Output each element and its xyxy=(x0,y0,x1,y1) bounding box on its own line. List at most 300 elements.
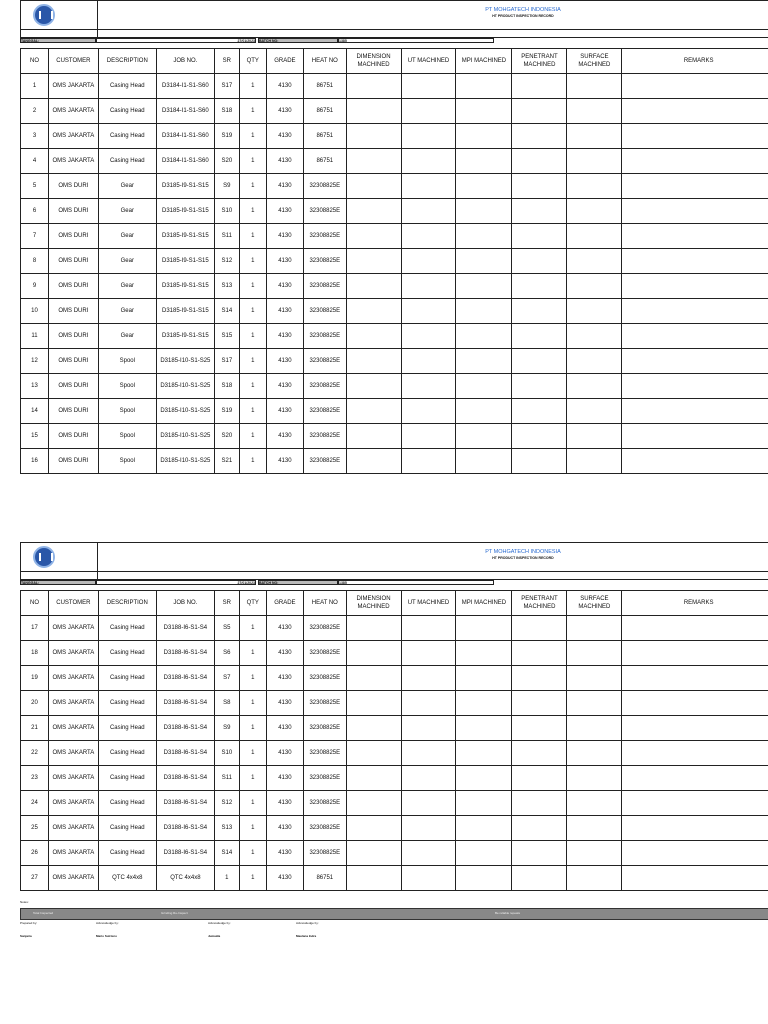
column-header: MPI MACHINED xyxy=(456,49,512,74)
inspection-table-1 xyxy=(20,48,768,474)
table-row xyxy=(21,399,768,424)
cell-sr: S8 xyxy=(214,691,239,716)
column-header: DESCRIPTION xyxy=(98,49,156,74)
cell-sr: S14 xyxy=(214,841,239,866)
cell-sr: S11 xyxy=(214,766,239,791)
table-row xyxy=(21,374,768,399)
cell-heat: 32308825E xyxy=(304,199,347,224)
cell-empty xyxy=(622,174,768,199)
cell-job: D3188-I6-S1-S4 xyxy=(156,691,214,716)
cell-empty xyxy=(401,841,456,866)
cell-job: QTC 4x4x8 xyxy=(156,866,214,891)
table-row xyxy=(21,199,768,224)
cell-empty xyxy=(456,766,512,791)
tanggal-label: TANGGAL: xyxy=(20,38,96,43)
cell-empty xyxy=(567,791,622,816)
cell-empty xyxy=(567,841,622,866)
cell-customer: OMS JAKARTA xyxy=(49,716,99,741)
cell-qty: 1 xyxy=(239,199,266,224)
cell-no: 2 xyxy=(21,99,49,124)
cell-grade: 4130 xyxy=(266,349,303,374)
cell-heat: 32308825E xyxy=(304,324,347,349)
table-row xyxy=(21,816,768,841)
cell-empty xyxy=(456,816,512,841)
cell-heat: 86751 xyxy=(304,74,347,99)
table-row xyxy=(21,716,768,741)
cell-heat: 32308825E xyxy=(304,766,347,791)
inspection-sheet-2 xyxy=(20,542,768,891)
cell-heat: 32308825E xyxy=(304,449,347,474)
column-header: UT MACHINED xyxy=(401,591,456,616)
cell-empty xyxy=(567,449,622,474)
cell-description: Casing Head xyxy=(98,691,156,716)
cell-description: Casing Head xyxy=(98,766,156,791)
cell-grade: 4130 xyxy=(266,666,303,691)
summary-left: Total Inspected xyxy=(33,911,54,915)
cell-sr: S13 xyxy=(214,274,239,299)
cell-grade: 4130 xyxy=(266,691,303,716)
cell-description: Casing Head xyxy=(98,716,156,741)
cell-customer: OMS JAKARTA xyxy=(49,99,99,124)
column-header: PENETRANT MACHINED xyxy=(512,591,567,616)
cell-qty: 1 xyxy=(239,374,266,399)
cell-customer: OMS JAKARTA xyxy=(49,666,99,691)
cell-grade: 4130 xyxy=(266,99,303,124)
cell-empty xyxy=(622,99,768,124)
cell-empty xyxy=(567,616,622,641)
column-header: NO xyxy=(21,49,49,74)
inspection-table-2 xyxy=(20,590,768,891)
column-header: HEAT NO xyxy=(304,49,347,74)
table-row xyxy=(21,424,768,449)
cell-grade: 4130 xyxy=(266,249,303,274)
cell-heat: 32308825E xyxy=(304,399,347,424)
signer-4: Maulana Indra xyxy=(296,934,317,938)
cell-qty: 1 xyxy=(239,99,266,124)
cell-empty xyxy=(512,616,567,641)
cell-no: 8 xyxy=(21,249,49,274)
cell-heat: 86751 xyxy=(304,99,347,124)
cell-qty: 1 xyxy=(239,399,266,424)
cell-customer: OMS JAKARTA xyxy=(49,641,99,666)
cell-empty xyxy=(401,224,456,249)
signature-names xyxy=(20,934,768,944)
cell-empty xyxy=(622,841,768,866)
cell-empty xyxy=(346,666,401,691)
cell-description: Gear xyxy=(98,224,156,249)
cell-no: 27 xyxy=(21,866,49,891)
cell-heat: 86751 xyxy=(304,866,347,891)
cell-customer: OMS JAKARTA xyxy=(49,149,99,174)
cell-customer: OMS JAKARTA xyxy=(49,124,99,149)
cell-empty xyxy=(456,399,512,424)
cell-job: D3185-I9-S1-S15 xyxy=(156,199,214,224)
cell-heat: 86751 xyxy=(304,149,347,174)
cell-empty xyxy=(622,641,768,666)
cell-empty xyxy=(567,199,622,224)
cell-sr: S19 xyxy=(214,399,239,424)
cell-sr: S12 xyxy=(214,249,239,274)
cell-empty xyxy=(567,691,622,716)
cell-empty xyxy=(622,449,768,474)
cell-empty xyxy=(567,249,622,274)
cell-qty: 1 xyxy=(239,424,266,449)
cell-qty: 1 xyxy=(239,816,266,841)
cell-grade: 4130 xyxy=(266,766,303,791)
cell-description: Casing Head xyxy=(98,124,156,149)
cell-empty xyxy=(512,641,567,666)
cell-qty: 1 xyxy=(239,741,266,766)
cell-empty xyxy=(456,616,512,641)
cell-empty xyxy=(456,666,512,691)
cell-empty xyxy=(346,449,401,474)
cell-empty xyxy=(346,74,401,99)
cell-empty xyxy=(512,324,567,349)
cell-empty xyxy=(456,199,512,224)
cell-empty xyxy=(567,816,622,841)
cell-empty xyxy=(622,324,768,349)
cell-sr: S17 xyxy=(214,349,239,374)
cell-customer: OMS DURI xyxy=(49,374,99,399)
header-subrow xyxy=(20,30,768,38)
column-header: DESCRIPTION xyxy=(98,591,156,616)
cell-heat: 32308825E xyxy=(304,641,347,666)
cell-empty xyxy=(512,424,567,449)
header-row xyxy=(21,49,768,74)
tanggal-value: 27/01/2023 xyxy=(96,580,256,585)
table-row xyxy=(21,766,768,791)
cell-job: D3185-I10-S1-S25 xyxy=(156,349,214,374)
cell-grade: 4130 xyxy=(266,816,303,841)
cell-description: Gear xyxy=(98,199,156,224)
cell-heat: 32308825E xyxy=(304,666,347,691)
cell-grade: 4130 xyxy=(266,199,303,224)
cell-empty xyxy=(567,866,622,891)
cell-heat: 32308825E xyxy=(304,791,347,816)
summary-bar xyxy=(20,908,768,920)
cell-empty xyxy=(567,399,622,424)
cell-qty: 1 xyxy=(239,691,266,716)
cell-empty xyxy=(401,424,456,449)
cell-empty xyxy=(401,616,456,641)
cell-heat: 32308825E xyxy=(304,424,347,449)
signer-2: Mario Sutrisno xyxy=(96,934,118,938)
cell-customer: OMS JAKARTA xyxy=(49,616,99,641)
ack1-label: Acknowledge by: xyxy=(96,921,119,925)
cell-empty xyxy=(512,449,567,474)
cell-heat: 32308825E xyxy=(304,299,347,324)
cell-empty xyxy=(567,324,622,349)
sheet-header xyxy=(20,542,768,572)
cell-grade: 4130 xyxy=(266,174,303,199)
cell-no: 15 xyxy=(21,424,49,449)
cell-sr: S20 xyxy=(214,149,239,174)
cell-empty xyxy=(346,766,401,791)
cell-empty xyxy=(567,374,622,399)
cell-empty xyxy=(567,716,622,741)
column-header: REMARKS xyxy=(622,591,768,616)
cell-empty xyxy=(512,716,567,741)
cell-no: 25 xyxy=(21,816,49,841)
cell-empty xyxy=(622,299,768,324)
cell-description: Casing Head xyxy=(98,816,156,841)
cell-grade: 4130 xyxy=(266,399,303,424)
cell-empty xyxy=(567,149,622,174)
cell-empty xyxy=(512,666,567,691)
cell-empty xyxy=(567,299,622,324)
cell-empty xyxy=(456,716,512,741)
cell-sr: S11 xyxy=(214,224,239,249)
cell-heat: 32308825E xyxy=(304,274,347,299)
cell-empty xyxy=(401,641,456,666)
cell-heat: 32308825E xyxy=(304,224,347,249)
cell-empty xyxy=(622,866,768,891)
cell-no: 5 xyxy=(21,174,49,199)
summary-right: Be reliable repeats xyxy=(495,911,521,915)
cell-description: Casing Head xyxy=(98,149,156,174)
cell-empty xyxy=(512,199,567,224)
company-name: PT MOHGATECH INDONESIA xyxy=(485,549,561,555)
notes-label: Notes: xyxy=(20,900,29,904)
cell-grade: 4130 xyxy=(266,124,303,149)
column-header: SURFACE MACHINED xyxy=(567,49,622,74)
table-row xyxy=(21,324,768,349)
cell-empty xyxy=(401,199,456,224)
column-header: UT MACHINED xyxy=(401,49,456,74)
cell-no: 14 xyxy=(21,399,49,424)
cell-description: Gear xyxy=(98,274,156,299)
cell-heat: 32308825E xyxy=(304,716,347,741)
cell-empty xyxy=(456,299,512,324)
cell-empty xyxy=(512,841,567,866)
cell-empty xyxy=(622,816,768,841)
table-row xyxy=(21,741,768,766)
cell-empty xyxy=(622,399,768,424)
batch-value: 1385 xyxy=(338,38,494,43)
cell-grade: 4130 xyxy=(266,299,303,324)
cell-empty xyxy=(622,766,768,791)
cell-job: D3184-I1-S1-S60 xyxy=(156,74,214,99)
cell-description: Casing Head xyxy=(98,99,156,124)
table-row xyxy=(21,841,768,866)
cell-no: 11 xyxy=(21,324,49,349)
cell-description: QTC 4x4x8 xyxy=(98,866,156,891)
cell-description: Gear xyxy=(98,249,156,274)
cell-no: 24 xyxy=(21,791,49,816)
cell-grade: 4130 xyxy=(266,641,303,666)
cell-empty xyxy=(401,249,456,274)
cell-empty xyxy=(401,174,456,199)
cell-job: D3188-I6-S1-S4 xyxy=(156,666,214,691)
table-row xyxy=(21,274,768,299)
cell-sr: S17 xyxy=(214,74,239,99)
cell-empty xyxy=(456,149,512,174)
cell-customer: OMS JAKARTA xyxy=(49,691,99,716)
column-header: DIMENSION MACHINED xyxy=(346,49,401,74)
cell-empty xyxy=(346,99,401,124)
summary-mid: Grinding Re-Inspect xyxy=(161,911,188,915)
cell-empty xyxy=(567,424,622,449)
cell-empty xyxy=(622,124,768,149)
cell-grade: 4130 xyxy=(266,449,303,474)
cell-empty xyxy=(512,99,567,124)
cell-qty: 1 xyxy=(239,124,266,149)
cell-empty xyxy=(567,99,622,124)
cell-description: Spool xyxy=(98,449,156,474)
cell-empty xyxy=(622,424,768,449)
table-row xyxy=(21,224,768,249)
cell-empty xyxy=(622,741,768,766)
cell-customer: OMS JAKARTA xyxy=(49,766,99,791)
cell-empty xyxy=(567,741,622,766)
cell-empty xyxy=(567,766,622,791)
cell-empty xyxy=(512,124,567,149)
cell-description: Casing Head xyxy=(98,741,156,766)
cell-empty xyxy=(456,274,512,299)
table-body xyxy=(21,74,768,474)
cell-empty xyxy=(346,274,401,299)
cell-empty xyxy=(567,124,622,149)
cell-heat: 32308825E xyxy=(304,741,347,766)
prepared-label: Prepared by: xyxy=(20,921,38,925)
cell-empty xyxy=(401,299,456,324)
cell-empty xyxy=(622,249,768,274)
cell-grade: 4130 xyxy=(266,616,303,641)
cell-no: 12 xyxy=(21,349,49,374)
cell-job: D3185-I10-S1-S25 xyxy=(156,374,214,399)
cell-empty xyxy=(622,74,768,99)
cell-empty xyxy=(346,641,401,666)
cell-customer: OMS DURI xyxy=(49,299,99,324)
cell-empty xyxy=(456,841,512,866)
cell-empty xyxy=(567,274,622,299)
cell-customer: OMS DURI xyxy=(49,349,99,374)
cell-qty: 1 xyxy=(239,174,266,199)
table-row xyxy=(21,791,768,816)
cell-empty xyxy=(401,866,456,891)
table-row xyxy=(21,149,768,174)
cell-no: 7 xyxy=(21,224,49,249)
column-header: QTY xyxy=(239,591,266,616)
cell-customer: OMS DURI xyxy=(49,424,99,449)
cell-customer: OMS DURI xyxy=(49,224,99,249)
table-row xyxy=(21,349,768,374)
cell-job: D3185-I10-S1-S25 xyxy=(156,399,214,424)
cell-customer: OMS DURI xyxy=(49,324,99,349)
cell-customer: OMS DURI xyxy=(49,199,99,224)
cell-heat: 32308825E xyxy=(304,174,347,199)
signature-labels xyxy=(20,920,768,934)
cell-empty xyxy=(512,149,567,174)
cell-customer: OMS DURI xyxy=(49,399,99,424)
cell-job: D3184-I1-S1-S60 xyxy=(156,149,214,174)
cell-customer: OMS JAKARTA xyxy=(49,866,99,891)
cell-no: 1 xyxy=(21,74,49,99)
cell-grade: 4130 xyxy=(266,224,303,249)
cell-heat: 86751 xyxy=(304,124,347,149)
cell-empty xyxy=(622,666,768,691)
sheet-footer xyxy=(20,900,768,944)
cell-qty: 1 xyxy=(239,666,266,691)
cell-customer: OMS JAKARTA xyxy=(49,816,99,841)
cell-empty xyxy=(512,224,567,249)
cell-qty: 1 xyxy=(239,249,266,274)
cell-qty: 1 xyxy=(239,74,266,99)
cell-empty xyxy=(401,349,456,374)
cell-empty xyxy=(622,149,768,174)
tanggal-value: 27/01/2023 xyxy=(96,38,256,43)
column-header: CUSTOMER xyxy=(49,591,99,616)
cell-grade: 4130 xyxy=(266,74,303,99)
cell-empty xyxy=(401,124,456,149)
cell-empty xyxy=(456,741,512,766)
cell-sr: S9 xyxy=(214,174,239,199)
cell-empty xyxy=(401,324,456,349)
cell-job: D3188-I6-S1-S4 xyxy=(156,741,214,766)
table-row xyxy=(21,74,768,99)
table-row xyxy=(21,124,768,149)
cell-empty xyxy=(567,74,622,99)
cell-empty xyxy=(346,299,401,324)
cell-empty xyxy=(622,374,768,399)
cell-empty xyxy=(622,616,768,641)
document-title: HT PRODUCT INSPECTION RECORD xyxy=(492,556,554,560)
column-header: JOB NO. xyxy=(156,591,214,616)
signer-3: Jumaida xyxy=(208,934,221,938)
cell-description: Gear xyxy=(98,174,156,199)
cell-sr: S20 xyxy=(214,424,239,449)
cell-grade: 4130 xyxy=(266,374,303,399)
table-row xyxy=(21,174,768,199)
cell-qty: 1 xyxy=(239,299,266,324)
cell-grade: 4130 xyxy=(266,866,303,891)
cell-empty xyxy=(512,741,567,766)
cell-no: 9 xyxy=(21,274,49,299)
cell-qty: 1 xyxy=(239,791,266,816)
cell-sr: S19 xyxy=(214,124,239,149)
cell-description: Gear xyxy=(98,324,156,349)
cell-qty: 1 xyxy=(239,641,266,666)
cell-no: 23 xyxy=(21,766,49,791)
cell-no: 18 xyxy=(21,641,49,666)
column-header: REMARKS xyxy=(622,49,768,74)
cell-empty xyxy=(401,274,456,299)
cell-empty xyxy=(346,374,401,399)
column-header: JOB NO. xyxy=(156,49,214,74)
cell-grade: 4130 xyxy=(266,149,303,174)
cell-qty: 1 xyxy=(239,866,266,891)
cell-description: Gear xyxy=(98,299,156,324)
cell-description: Spool xyxy=(98,399,156,424)
cell-empty xyxy=(456,866,512,891)
cell-empty xyxy=(401,99,456,124)
cell-description: Casing Head xyxy=(98,74,156,99)
cell-empty xyxy=(512,866,567,891)
cell-qty: 1 xyxy=(239,324,266,349)
cell-empty xyxy=(512,249,567,274)
cell-empty xyxy=(512,816,567,841)
cell-heat: 32308825E xyxy=(304,349,347,374)
cell-no: 17 xyxy=(21,616,49,641)
batch-value: 1385 xyxy=(338,580,494,585)
cell-no: 16 xyxy=(21,449,49,474)
cell-sr: S14 xyxy=(214,299,239,324)
table-body xyxy=(21,616,768,891)
column-header: QTY xyxy=(239,49,266,74)
cell-sr: S18 xyxy=(214,374,239,399)
column-header: GRADE xyxy=(266,591,303,616)
cell-heat: 32308825E xyxy=(304,374,347,399)
